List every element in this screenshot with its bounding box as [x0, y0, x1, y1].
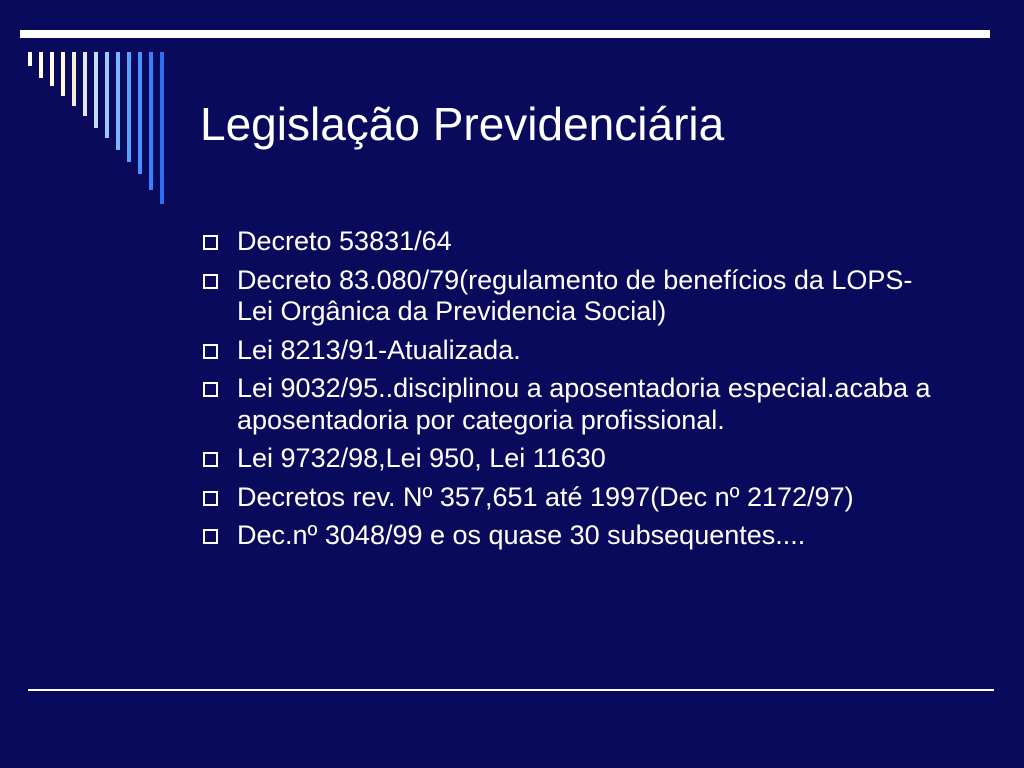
stripe [72, 52, 76, 106]
stripe [94, 52, 98, 128]
list-item [202, 482, 942, 514]
decorative-stripes [0, 0, 200, 220]
list-item-text: Dec.nº 3048/99 e os quase 30 subsequentes.... [237, 520, 806, 550]
list-item [202, 226, 942, 258]
hollow-square-bullet-icon [203, 344, 218, 359]
list-item-text: Lei 9032/95..disciplinou a aposentadoria especial.acaba a aposentadoria por categoria profissional. [237, 373, 931, 435]
bottom-rule [28, 689, 994, 691]
stripe [83, 52, 87, 116]
list-item [202, 373, 942, 436]
hollow-square-bullet-icon [203, 529, 218, 544]
hollow-square-bullet-icon [203, 491, 218, 506]
list-item [202, 520, 942, 552]
list-item-text: Lei 9732/98,Lei 950, Lei 11630 [237, 443, 606, 473]
stripe [61, 52, 65, 96]
list-item [202, 335, 942, 367]
stripe [105, 52, 109, 138]
stripe [39, 52, 43, 78]
hollow-square-bullet-icon [203, 235, 218, 250]
hollow-square-bullet-icon [203, 274, 218, 289]
stripe [127, 52, 131, 162]
hollow-square-bullet-icon [203, 382, 218, 397]
stripe [149, 52, 153, 190]
list-item-text: Decreto 83.080/79(regulamento de benefícios da LOPS-Lei Orgânica da Previdencia Social) [237, 264, 913, 326]
list-item [202, 265, 942, 328]
stripe [50, 52, 54, 86]
bullet-list [202, 226, 942, 559]
slide-title: Legislação Previdenciária [200, 98, 725, 150]
hollow-square-bullet-icon [203, 452, 218, 467]
stripe [160, 52, 164, 204]
stripe [116, 52, 120, 150]
list-item-text: Decreto 53831/64 [237, 226, 452, 256]
list-item-text: Lei 8213/91-Atualizada. [237, 334, 521, 365]
list-item [202, 443, 942, 475]
stripe [138, 52, 142, 174]
list-item-text: Decretos rev. Nº 357,651 até 1997(Dec nº 2172/97) [237, 481, 854, 512]
stripe [28, 52, 32, 66]
